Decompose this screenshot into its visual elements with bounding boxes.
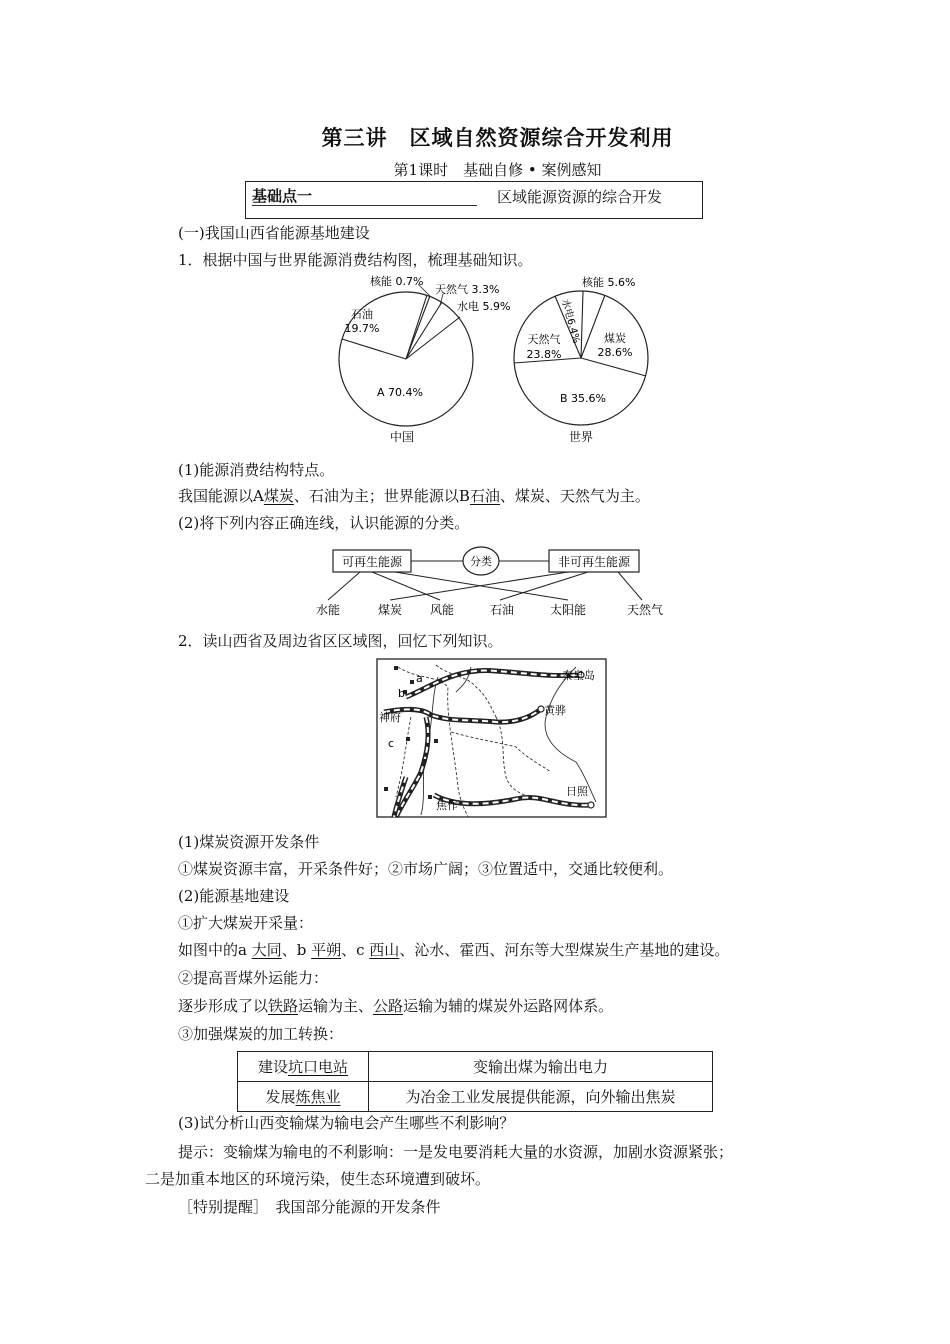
pie-china-label-oil-name: 石油 bbox=[351, 308, 373, 321]
link-nonrenewable-gas bbox=[618, 572, 642, 600]
classify-center-label: 分类 bbox=[470, 555, 492, 568]
p1-1-heading: (1)能源消费结构特点。 bbox=[178, 461, 335, 479]
text-seg: 、c bbox=[341, 941, 370, 959]
lesson-subtitle: 第1课时 基础自修 • 案例感知 bbox=[393, 161, 602, 179]
answer-coal: 煤炭 bbox=[263, 487, 294, 505]
p1-2-heading: (2)将下列内容正确连线，认识能源的分类。 bbox=[178, 514, 470, 532]
item-gas: 天然气 bbox=[626, 603, 664, 617]
rizhao-port-icon bbox=[588, 802, 594, 808]
pie-china-divider-a-oil bbox=[342, 339, 406, 359]
table-row bbox=[238, 1082, 713, 1112]
s1-heading: (1)煤炭资源开发条件 bbox=[178, 833, 320, 851]
s2-1-heading: ①扩大煤炭开采量： bbox=[178, 914, 314, 932]
pie-world-label-gas-pct: 23.8% bbox=[526, 348, 562, 361]
pie-world-label-nuclear: 核能 5.6% bbox=[582, 276, 636, 289]
answer-oil: 石油 bbox=[469, 487, 500, 505]
classification-diagram bbox=[300, 540, 690, 622]
text-seg: 、沁水、霍西、河东等大型煤炭生产基地的建设。 bbox=[399, 941, 730, 959]
link-renewable-hydro bbox=[328, 572, 360, 600]
text-seg: 建设 bbox=[257, 1058, 288, 1076]
table-cell: 为冶金工业发展提供能源，向外输出焦炭 bbox=[369, 1082, 713, 1112]
map-label-c: c bbox=[388, 737, 395, 750]
s3-heading: (3)试分析山西变输煤为输电会产生哪些不利影响？ bbox=[178, 1114, 515, 1132]
text-seg: 我国能源以A bbox=[178, 487, 264, 505]
pie-china-label-oil-pct: 19.7% bbox=[344, 322, 380, 335]
pie-world-divider-coal-b bbox=[581, 358, 646, 376]
pie-china-label-hydro: 水电 5.9% bbox=[457, 300, 511, 313]
mine-marker-2 bbox=[434, 739, 438, 743]
link-renewable-wind bbox=[372, 572, 440, 600]
pie-china-label-a: A 70.4% bbox=[377, 386, 423, 399]
hint-line-1: 提示：变输煤为输电的不利影响：一是发电要消耗大量的水资源，加剧水资源紧张； bbox=[178, 1143, 734, 1161]
page-title: 第三讲 区域自然资源综合开发利用 bbox=[321, 126, 674, 150]
text-seg: 发展 bbox=[265, 1088, 296, 1106]
map-label-huanghua: 黄骅 bbox=[544, 704, 566, 717]
answer-datong: 大同 bbox=[251, 941, 282, 959]
pie-world-label-coal-pct: 28.6% bbox=[597, 346, 633, 359]
pie-world bbox=[514, 275, 648, 444]
section-tag-underline bbox=[252, 205, 477, 206]
item-wind: 风能 bbox=[429, 603, 455, 617]
pie-world-caption: 世界 bbox=[568, 430, 594, 444]
item-oil: 石油 bbox=[489, 603, 515, 617]
pie-china bbox=[339, 274, 510, 444]
text-seg: 如图中的a bbox=[178, 941, 252, 959]
answer-railway: 铁路 bbox=[268, 997, 299, 1015]
pie-world-label-gas-name: 天然气 bbox=[527, 333, 561, 346]
mine-marker-a bbox=[410, 680, 414, 684]
s2-3-heading: ③加强煤炭的加工转换： bbox=[178, 1025, 344, 1043]
nonrenewable-label: 非可再生能源 bbox=[557, 555, 631, 569]
pie-china-label-nuclear: 核能 0.7% bbox=[370, 275, 424, 288]
table-cell bbox=[238, 1052, 369, 1082]
text-seg: 、b bbox=[281, 941, 312, 959]
map-label-a: a bbox=[416, 672, 423, 685]
answer-minemouth-plant: 坑口电站 bbox=[288, 1058, 349, 1076]
mine-marker-3 bbox=[422, 759, 426, 763]
pie-world-label-coal-name: 煤炭 bbox=[604, 332, 626, 345]
s2-2-text bbox=[178, 995, 613, 1016]
map-label-qinhuangdao: 秦皇岛 bbox=[562, 669, 595, 682]
text-seg: 运输为辅的煤炭外运路网体系。 bbox=[403, 997, 614, 1015]
s2-1-text bbox=[178, 939, 729, 960]
map-label-shenfu: 神府 bbox=[379, 711, 401, 724]
map-label-rizhao: 日照 bbox=[566, 785, 588, 798]
answer-highway: 公路 bbox=[373, 997, 404, 1015]
answer-pingshuo: 平朔 bbox=[311, 941, 342, 959]
text-seg: 运输为主、 bbox=[298, 997, 374, 1015]
pie-world-divider-hydro-nuclear bbox=[581, 291, 583, 358]
question-2: 2．读山西省及周边省区区域图，回忆下列知识。 bbox=[178, 632, 503, 650]
hint-line-2: 二是加重本地区的环境污染，使生态环境遭到破坏。 bbox=[145, 1170, 491, 1188]
mine-marker-1 bbox=[394, 666, 398, 670]
pie-china-caption: 中国 bbox=[389, 430, 415, 444]
text-seg: 、煤炭、天然气为主。 bbox=[499, 487, 650, 505]
pie-world-label-b: B 35.6% bbox=[560, 392, 606, 405]
mine-marker-5 bbox=[384, 787, 388, 791]
coal-conversion-table bbox=[237, 1051, 713, 1112]
section-title: 区域能源资源的综合开发 bbox=[497, 188, 663, 206]
mine-marker-4 bbox=[428, 795, 432, 799]
mine-marker-c bbox=[406, 737, 410, 741]
text-seg: 逐步形成了以 bbox=[178, 997, 269, 1015]
s2-2-heading: ②提高晋煤外运能力： bbox=[178, 969, 329, 987]
renewable-label: 可再生能源 bbox=[341, 555, 403, 569]
answer-xishan: 西山 bbox=[369, 941, 400, 959]
map-label-jiaozuo: 焦作 bbox=[436, 799, 458, 812]
p1-1-answer bbox=[178, 485, 650, 506]
table-row bbox=[238, 1052, 713, 1082]
answer-coking: 炼焦业 bbox=[295, 1088, 341, 1106]
item-solar: 太阳能 bbox=[549, 603, 587, 617]
energy-pie-charts bbox=[300, 268, 720, 450]
map-label-b: b bbox=[398, 687, 405, 700]
question-1: 1．根据中国与世界能源消费结构图，梳理基础知识。 bbox=[178, 251, 533, 269]
pie-china-label-gas: 天然气 3.3% bbox=[435, 283, 500, 296]
table-cell bbox=[238, 1082, 369, 1112]
text-seg: 、石油为主；世界能源以B bbox=[293, 487, 470, 505]
section-tag: 基础点一 bbox=[252, 187, 313, 205]
part1-heading: (一)我国山西省能源基地建设 bbox=[178, 224, 370, 242]
special-reminder: ［特别提醒］ 我国部分能源的开发条件 bbox=[178, 1198, 441, 1216]
s2-heading: (2)能源基地建设 bbox=[178, 887, 290, 905]
shanxi-region-map bbox=[376, 657, 608, 821]
s1-text: ①煤炭资源丰富，开采条件好；②市场广阔；③位置适中，交通比较便利。 bbox=[178, 860, 674, 878]
item-hydro: 水能 bbox=[315, 603, 341, 617]
table-cell: 变输出煤为输出电力 bbox=[369, 1052, 713, 1082]
pie-world-label-hydro: 水电6.4% bbox=[559, 297, 582, 345]
item-coal: 煤炭 bbox=[377, 603, 403, 617]
